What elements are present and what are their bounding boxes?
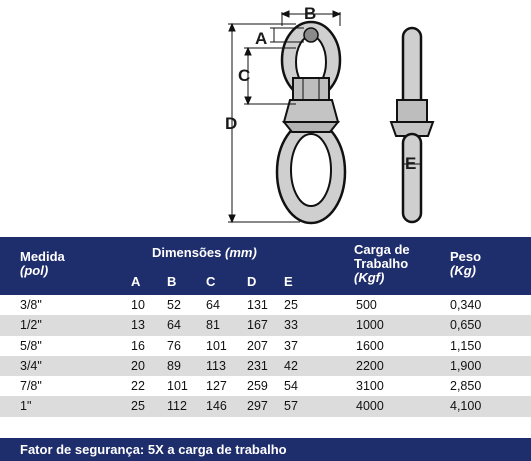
cell-c: 101 [206, 338, 227, 353]
cell-a: 13 [131, 318, 145, 333]
cell-c: 64 [206, 298, 220, 312]
cell-medida: 7/8" [20, 379, 42, 394]
cell-peso: 4,100 [450, 399, 482, 414]
cell-b: 52 [167, 298, 181, 312]
header-carga-line2: Trabalho [354, 256, 409, 271]
cell-a: 20 [131, 358, 145, 373]
header-carga: Carga de [354, 242, 410, 257]
header-peso: Peso [450, 249, 482, 264]
table-row [0, 315, 531, 335]
cell-c: 81 [206, 318, 220, 333]
cell-peso: 0,340 [450, 298, 482, 312]
cell-e: 25 [284, 298, 298, 312]
safety-factor-text: Fator de segurança: 5X a carga de trabalho [20, 442, 287, 457]
subheader-c: C [206, 274, 216, 289]
dimension-label-e: E [405, 154, 417, 173]
cell-d: 131 [247, 298, 268, 312]
header-medida: Medida [20, 249, 65, 264]
subheader-b: B [167, 274, 177, 289]
cell-b: 76 [167, 338, 181, 353]
cell-carga: 3100 [356, 379, 384, 394]
cell-e: 33 [284, 318, 298, 333]
dimension-label-c: C [238, 66, 251, 85]
cell-e: 42 [284, 358, 298, 373]
table-body [0, 295, 531, 417]
cell-medida: 3/4" [20, 358, 42, 373]
cell-b: 64 [167, 318, 181, 333]
table-row [0, 376, 531, 396]
cell-d: 231 [247, 358, 268, 373]
cell-medida: 5/8" [20, 338, 42, 353]
header-carga-unit: (Kgf) [354, 270, 385, 285]
cell-e: 54 [284, 379, 298, 394]
table-header [0, 237, 531, 295]
cell-a: 16 [131, 338, 145, 353]
cell-c: 127 [206, 379, 227, 394]
table-row [0, 356, 531, 376]
cell-c: 146 [206, 399, 227, 414]
cell-b: 112 [167, 399, 187, 414]
dimension-label-b: B [304, 4, 317, 23]
cell-a: 25 [131, 399, 145, 414]
header-peso-unit: (Kg) [450, 263, 476, 278]
header-medida-unit: (pol) [20, 263, 49, 278]
cell-peso: 0,650 [450, 318, 482, 333]
cell-c: 113 [206, 358, 226, 373]
table-row [0, 396, 531, 416]
cell-d: 167 [247, 318, 268, 333]
subheader-d: D [247, 274, 257, 289]
swivel-front-view [277, 22, 345, 223]
cell-e: 57 [284, 399, 298, 414]
cell-peso: 1,150 [450, 338, 482, 353]
subheader-a: A [131, 274, 141, 289]
cell-b: 89 [167, 358, 181, 373]
cell-d: 259 [247, 379, 268, 394]
cell-medida: 1" [20, 399, 32, 414]
header-dimensoes: Dimensões (mm) [152, 245, 257, 260]
swivel-side-view [391, 28, 433, 222]
cell-b: 101 [167, 379, 188, 394]
cell-carga: 1000 [356, 318, 384, 333]
table-row [0, 336, 531, 356]
cell-carga: 4000 [356, 399, 384, 414]
cell-carga: 2200 [356, 358, 384, 373]
cell-carga: 500 [356, 298, 377, 312]
cell-peso: 1,900 [450, 358, 482, 373]
subheader-e: E [284, 274, 293, 289]
cell-medida: 1/2" [20, 318, 42, 333]
cell-d: 207 [247, 338, 268, 353]
table-row [0, 295, 531, 315]
cell-a: 22 [131, 379, 145, 394]
dimension-label-a: A [255, 29, 268, 48]
cell-carga: 1600 [356, 338, 384, 353]
cell-e: 37 [284, 338, 298, 353]
dimension-label-d: D [225, 114, 238, 133]
cell-d: 297 [247, 399, 268, 414]
safety-factor-footer [0, 438, 531, 461]
cell-a: 10 [131, 298, 145, 312]
cell-peso: 2,850 [450, 379, 482, 394]
cell-medida: 3/8" [20, 298, 42, 312]
